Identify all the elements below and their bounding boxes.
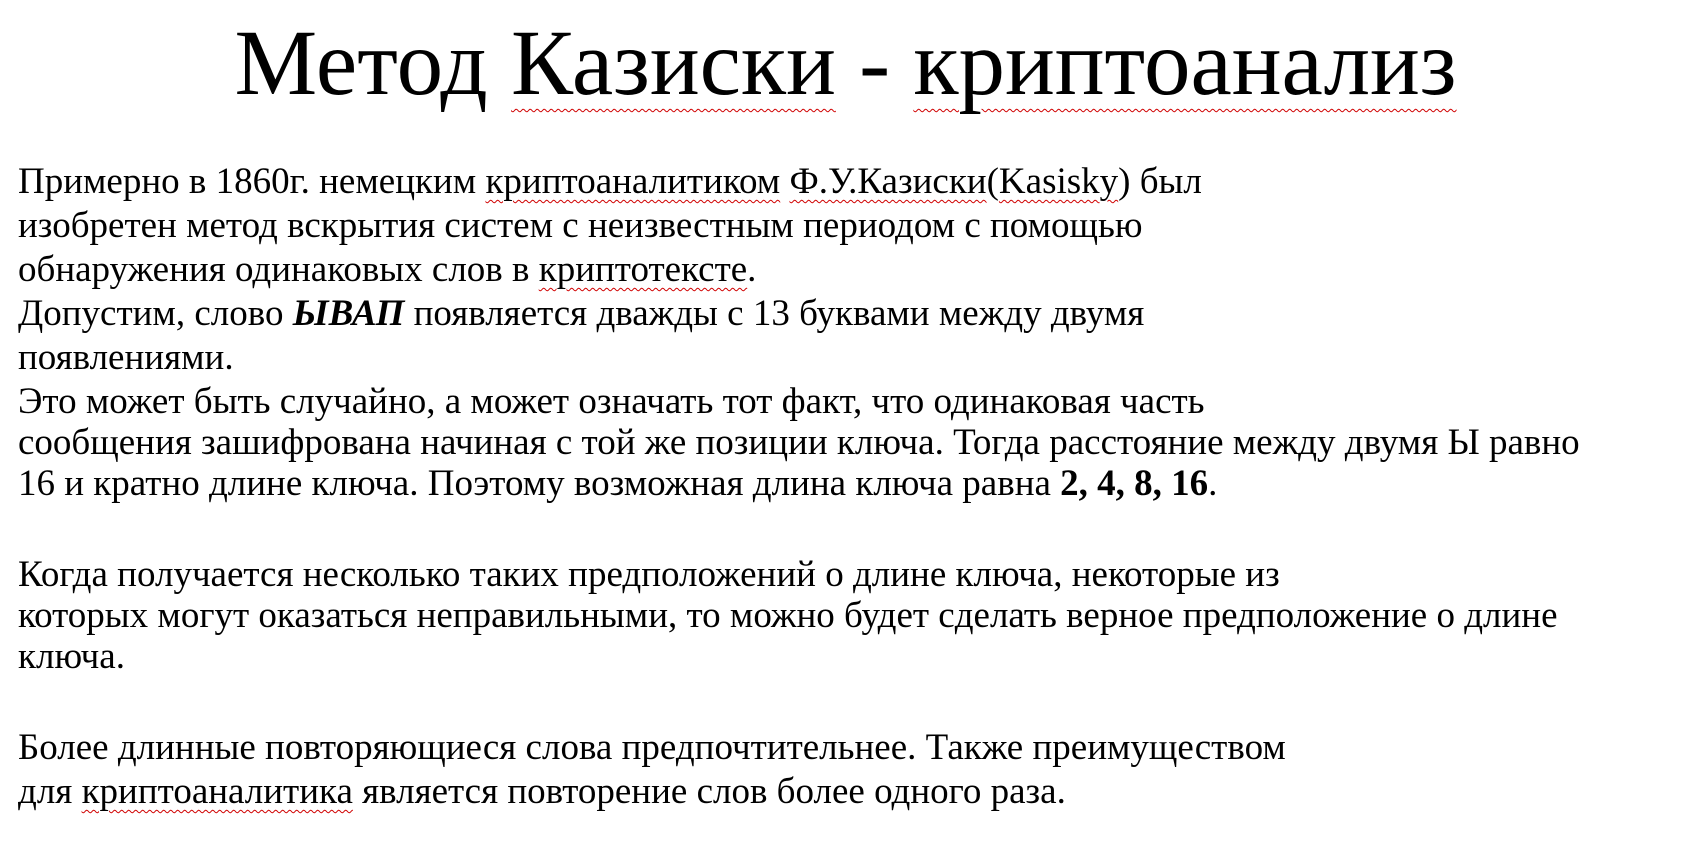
- slide-title: [0, 8, 1691, 120]
- text-run: для: [18, 771, 82, 812]
- paragraph-1-line-3: [18, 248, 1686, 292]
- paragraph-1-line-1: [18, 160, 1686, 204]
- paragraph-3-line-1: Это может быть случайно, а может означать тот факт, что одинаковая часть: [18, 381, 1205, 422]
- paragraph-3-line-3: [18, 462, 1686, 506]
- text-run: ) был: [1118, 161, 1202, 202]
- misspelled-word: Ф.У.Казиски: [789, 161, 987, 202]
- paragraph-4-line-3: ключа.: [18, 636, 125, 677]
- paragraph-3-line-2: сообщения зашифрована начиная с той же позиции ключа. Тогда расстояние между двумя Ы равно: [18, 422, 1580, 463]
- paragraph-5-line-2: [18, 770, 1686, 814]
- paragraph-gap: [18, 506, 1686, 553]
- emphasized-word: ЫВАП: [292, 293, 405, 334]
- misspelled-word: криптоаналитиком: [485, 161, 781, 202]
- paragraph-1-line-2: изобретен метод вскрытия систем с неизвестным периодом с помощью: [18, 205, 1143, 246]
- text-run: .: [1208, 463, 1218, 504]
- bold-key-lengths: 2, 4, 8, 16: [1060, 463, 1209, 504]
- text-run: является повторение слов более одного раза.: [352, 771, 1066, 812]
- title-text: Метод: [234, 12, 512, 115]
- text-run: .: [747, 249, 757, 290]
- title-misspelled-word: криптоанализ: [913, 12, 1457, 115]
- title-misspelled-word: Казиски: [511, 12, 836, 115]
- title-text: -: [835, 12, 914, 115]
- misspelled-word: криптоаналитика: [81, 771, 353, 812]
- misspelled-word: криптотексте: [538, 249, 748, 290]
- text-run: Примерно в 1860г. немецким: [18, 161, 486, 202]
- text-run: 16 и кратно длине ключа. Поэтому возможная длина ключа равна: [18, 463, 1061, 504]
- body-text: [18, 160, 1686, 814]
- paragraph-5-line-1: Более длинные повторяющиеся слова предпочтительнее. Также преимуществом: [18, 727, 1286, 768]
- paragraph-4-line-1: Когда получается несколько таких предположений о длине ключа, некоторые из: [18, 554, 1280, 595]
- text-run: (: [986, 161, 999, 202]
- paragraph-4-line-2: которых могут оказаться неправильными, то можно будет сделать верное предположение о длине: [18, 595, 1558, 636]
- paragraph-2-line-2: появлениями.: [18, 337, 234, 378]
- paragraph-2-line-1: [18, 292, 1686, 336]
- text-run: обнаружения одинаковых слов в: [18, 249, 539, 290]
- paragraph-gap: [18, 679, 1686, 726]
- misspelled-word: Kasisky: [998, 161, 1119, 202]
- text-run: появляется дважды с 13 буквами между двумя: [404, 293, 1145, 334]
- text-run: Допустим, слово: [18, 293, 293, 334]
